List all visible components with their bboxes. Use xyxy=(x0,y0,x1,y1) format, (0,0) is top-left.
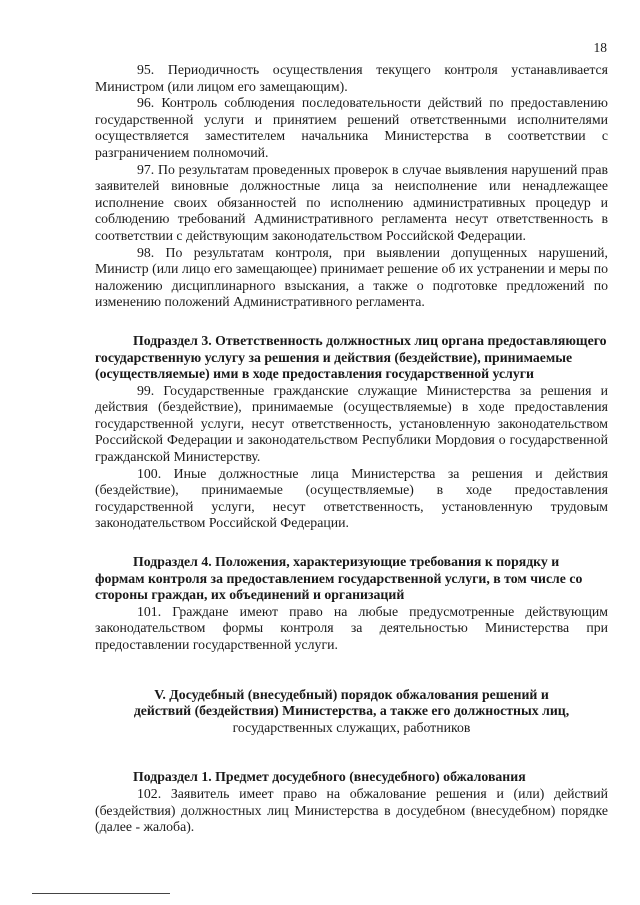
paragraph-98: 98. По результатам контроля, при выявлении допущенных нарушений, Министр (или лицо его замещающее) принимает решение об их устранении и меры по наложению дисциплинарного взыскания, а также о подготовке предложений по изменению положений Административного регламента. xyxy=(95,244,608,310)
subsection-4-heading: Подраздел 4. Положения, характеризующие требования к порядку и формам контроля за предоставлением государственной услуги, в том числе со стороны граждан, их объединений и организаций xyxy=(95,554,583,603)
subsection-3-heading: Подраздел 3. Ответственность должностных лиц органа предоставляющего государственную услугу за решения и действия (бездействие), принимаемые (осуществляемые) ими в ходе предоставления государственной услуги xyxy=(95,332,607,382)
page-number: 18 xyxy=(593,40,607,55)
section-5-title-line-2: действий (бездействия) Министерства, а также его должностных лиц, xyxy=(133,703,570,719)
paragraph-97: 97. По результатам проведенных проверок в случае выявления нарушений прав заявителей виновные должностные лица за неисполнение или ненадлежащее исполнение своих обязанностей по исполнению административных процедур и соблюдению требований Административного регламента несут ответственность в соответствии с действующим законодательством Российской Федерации. xyxy=(95,161,608,243)
page-body xyxy=(95,62,608,836)
paragraph-99: 99. Государственные гражданские служащие Министерства за решения и действия (бездействие), принимаемые (осуществляемые) в ходе предоставления государственной услуги, несут ответственность, установленную законодательством Российской Федерации и законодательством Республики Мордовия о государственной гражданской Министерству. xyxy=(95,382,608,465)
paragraph-102: 102. Заявитель имеет право на обжалование решения и (или) действий (бездействия) должностных лиц Министерства в досудебном (внесудебном) порядке (далее - жалоба). xyxy=(95,785,608,835)
paragraph-100: 100. Иные должностные лица Министерства за решения и действия (бездействие), принимаемые (осуществляемые) в ходе предоставления государственной услуги, несут ответственность, установленную трудовым законодательством Российской Федерации. xyxy=(95,465,608,531)
section-5-title-line-3: государственных служащих, работников xyxy=(232,719,471,735)
subsection-5-1-heading: Подраздел 1. Предмет досудебного (внесудебного) обжалования xyxy=(133,769,526,785)
paragraph-101: 101. Граждане имеют право на любые предусмотренные действующим законодательством формы контроля за деятельностью Министерства при предоставлении государственной услуги. xyxy=(95,603,608,652)
paragraph-95: 95. Периодичность осуществления текущего контроля устанавливается Министром (или лицом его замещающим). xyxy=(95,62,608,94)
footnote-divider xyxy=(32,893,170,894)
section-5-title-line-1: V. Досудебный (внесудебный) порядок обжалования решений и xyxy=(154,686,549,702)
paragraph-96: 96. Контроль соблюдения последовательности действий по предоставлению государственной услуги и принятием решений ответственными исполнителями осуществляется заместителем начальника Министерства в соответствии с разграничением полномочий. xyxy=(95,95,608,160)
